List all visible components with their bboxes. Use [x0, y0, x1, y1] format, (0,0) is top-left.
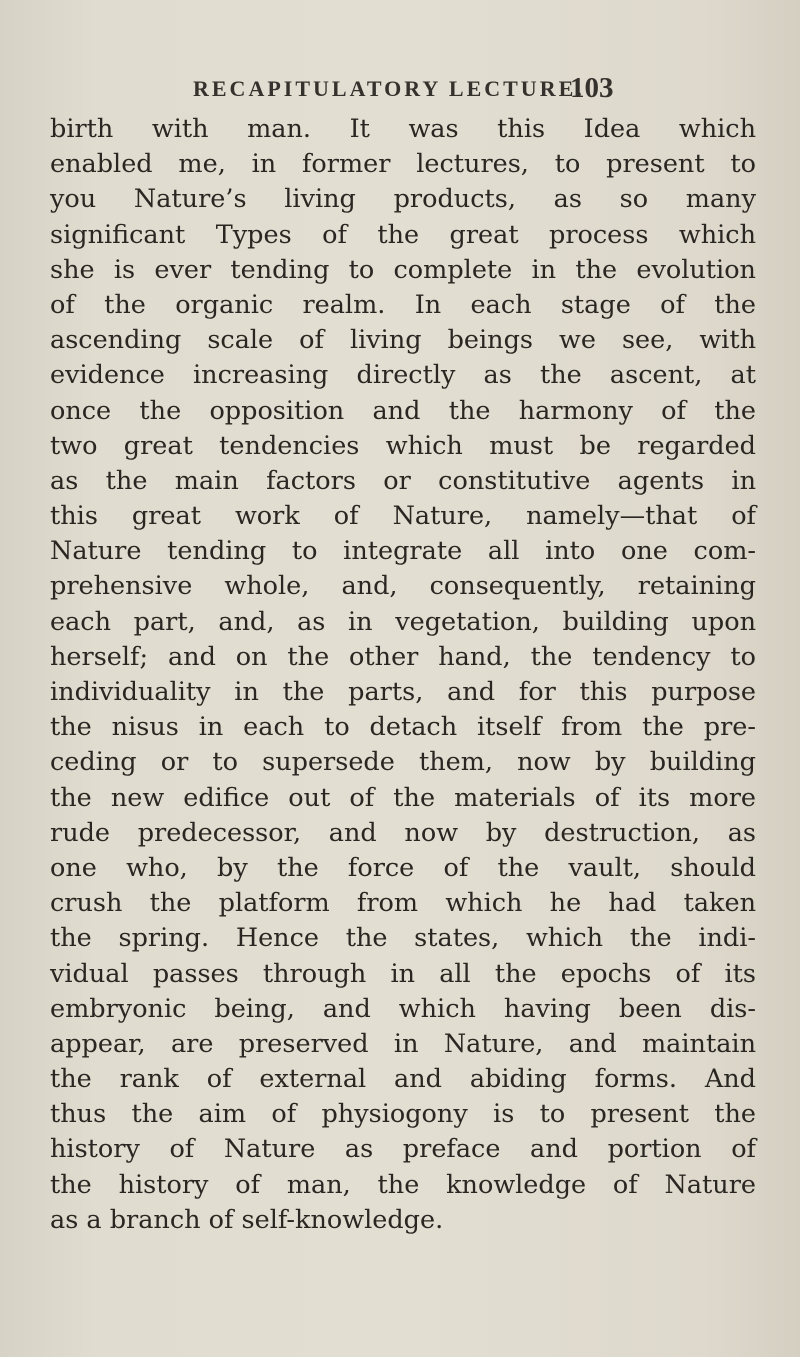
text-line-last: as a branch of self-knowledge. [50, 1204, 444, 1235]
text-line: birth with man. It was this Idea which [50, 114, 756, 144]
body-text [50, 112, 756, 1238]
text-line: you Nature’s living products, as so many [50, 184, 756, 215]
text-line: prehensive whole, and, consequently, retaining [50, 571, 756, 602]
text-line: thus the aim of physiogony is to present the [50, 1099, 756, 1130]
text-line: significant Types of the great process which [50, 219, 756, 250]
text-line: she is ever tending to complete in the evolution [50, 254, 756, 285]
text-line: herself; and on the other hand, the tendency to [50, 641, 756, 672]
text-line: this great work of Nature, namely—that of [50, 501, 756, 532]
text-line: ascending scale of living beings we see, with [50, 325, 756, 356]
text-line: the new edifice out of the materials of its more [50, 782, 756, 813]
text-line: appear, are preserved in Nature, and maintain [50, 1028, 756, 1059]
text-line: one who, by the force of the vault, should [50, 852, 756, 883]
text-line: vidual passes through in all the epochs of its [50, 958, 756, 989]
text-line: once the opposition and the harmony of the [50, 395, 756, 426]
text-line: two great tendencies which must be regarded [50, 430, 756, 461]
text-line: the rank of external and abiding forms. And [50, 1064, 756, 1095]
text-line: Nature tending to integrate all into one com- [50, 536, 756, 567]
text-line: history of Nature as preface and portion of [50, 1134, 756, 1165]
text-line: the nisus in each to detach itself from the pre- [50, 712, 756, 743]
text-line: evidence increasing directly as the ascent, at [50, 360, 756, 391]
text-line: of the organic realm. In each stage of the [50, 289, 756, 320]
text-line: individuality in the parts, and for this purpose [50, 677, 756, 707]
text-line: crush the platform from which he had taken [50, 888, 756, 919]
running-head [0, 72, 800, 112]
text-line: the history of man, the knowledge of Nature [50, 1169, 756, 1200]
text-line: as the main factors or constitutive agents in [50, 465, 756, 496]
text-line: rude predecessor, and now by destruction, as [50, 817, 756, 848]
text-line: enabled me, in former lectures, to present to [50, 149, 756, 180]
running-title: RECAPITULATORY LECTURE. [193, 76, 585, 101]
text-line: each part, and, as in vegetation, building upon [50, 606, 756, 637]
text-line: the spring. Hence the states, which the indi- [50, 923, 756, 954]
page-number: 103 [570, 72, 614, 104]
text-line: ceding or to supersede them, now by building [50, 747, 756, 778]
text-line: embryonic being, and which having been dis- [50, 993, 756, 1024]
